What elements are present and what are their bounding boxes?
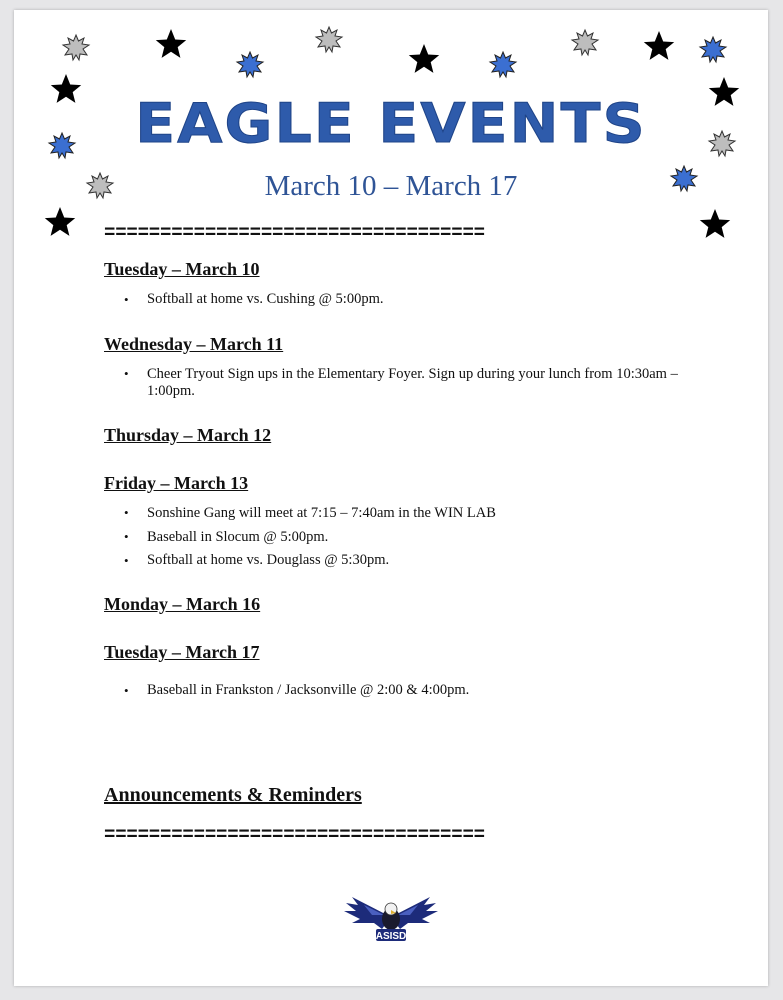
black-star-icon bbox=[156, 29, 186, 58]
newsletter-page bbox=[14, 10, 768, 986]
event-item: Baseball in Slocum @ 5:00pm. bbox=[147, 529, 329, 545]
event-item: Sonshine Gang will meet at 7:15 – 7:40am in the WIN LAB bbox=[147, 505, 496, 521]
eagle-logo-icon bbox=[344, 895, 438, 945]
event-item: Cheer Tryout Sign ups in the Elementary Foyer. Sign up during your lunch from 10:30am – 1:00pm. bbox=[147, 366, 678, 399]
day-heading: Monday – March 16 bbox=[104, 594, 261, 614]
day-heading: Wednesday – March 11 bbox=[104, 334, 284, 354]
gray-burst-icon bbox=[572, 30, 598, 55]
bullet-icon: • bbox=[124, 529, 129, 544]
bullet-icon: • bbox=[124, 683, 129, 698]
day-heading: Tuesday – March 17 bbox=[104, 642, 260, 662]
event-item: Baseball in Frankston / Jacksonville @ 2:00 & 4:00pm. bbox=[147, 682, 470, 698]
black-star-icon bbox=[45, 207, 75, 236]
day-heading: Tuesday – March 10 bbox=[104, 259, 260, 279]
day-heading: Friday – March 13 bbox=[104, 473, 249, 493]
bullet-icon: • bbox=[124, 553, 129, 568]
separator-top: ================================== bbox=[104, 222, 485, 244]
separator-bottom: ================================== bbox=[104, 824, 485, 846]
bullet-icon: • bbox=[124, 505, 129, 520]
black-star-icon bbox=[409, 44, 439, 73]
black-star-icon bbox=[644, 31, 674, 60]
bullet-icon: • bbox=[124, 366, 129, 381]
blue-burst-icon bbox=[700, 37, 726, 62]
gray-burst-icon bbox=[63, 35, 89, 60]
logo-text: ASISD bbox=[375, 931, 407, 942]
newsletter-title: EAGLE EVENTS bbox=[135, 92, 647, 155]
blue-burst-icon bbox=[490, 52, 516, 77]
day-heading: Thursday – March 12 bbox=[104, 425, 272, 445]
blue-burst-icon bbox=[237, 52, 263, 77]
black-star-icon bbox=[700, 209, 730, 238]
bullet-icon: • bbox=[124, 292, 129, 307]
event-item: Softball at home vs. Douglass @ 5:30pm. bbox=[147, 552, 390, 568]
gray-burst-icon bbox=[316, 27, 342, 52]
event-item: Softball at home vs. Cushing @ 5:00pm. bbox=[147, 291, 384, 307]
date-range: March 10 – March 17 bbox=[264, 170, 518, 202]
announcements-heading: Announcements & Reminders bbox=[104, 784, 362, 806]
